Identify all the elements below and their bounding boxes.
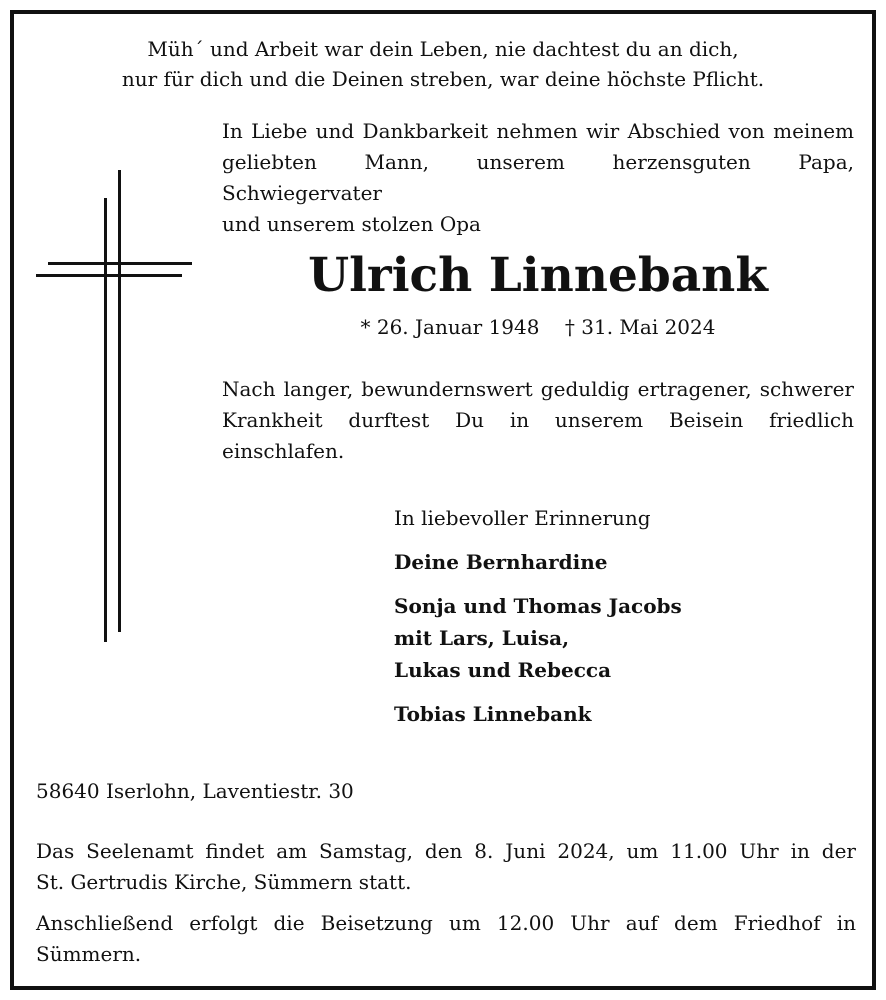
- service-line: Das Seelenamt findet am Samstag, den 8. Juni 2024, um 11.00 Uhr in der: [36, 839, 856, 863]
- poem-verse: [14, 34, 872, 94]
- mourners-list: [394, 502, 854, 742]
- intro-text: [222, 116, 854, 240]
- mourner-group: [394, 698, 854, 730]
- mourner-name: mit Lars, Luisa,: [394, 626, 570, 650]
- mourner-name: Sonja und Thomas Jacobs: [394, 594, 682, 618]
- burial-line: Sümmern.: [36, 942, 142, 966]
- service-line: St. Gertrudis Kirche, Sümmern statt.: [36, 870, 412, 894]
- cross-icon: [34, 166, 196, 642]
- poem-line: nur für dich und die Deinen streben, war deine höchste Pflicht.: [121, 67, 765, 91]
- life-dates: [222, 312, 854, 342]
- mourners-lead: In liebevoller Erinnerung: [394, 506, 651, 530]
- address: 58640 Iserlohn, Laventiestr. 30: [36, 779, 354, 803]
- deceased-name: Ulrich Linnebank: [308, 248, 768, 303]
- passing-text: [222, 374, 854, 467]
- intro-line: geliebten Mann, unserem herzensguten Papa, Schwiegervater: [222, 150, 854, 205]
- mourner-group: [394, 590, 854, 686]
- service-notice: [36, 836, 856, 898]
- passing-line: Krankheit durftest Du in unserem Beisein friedlich einschlafen.: [222, 408, 854, 463]
- death-date: † 31. Mai 2024: [564, 315, 716, 339]
- burial-line: Anschließend erfolgt die Beisetzung um 12.00 Uhr auf dem Friedhof in: [36, 911, 856, 935]
- mourner-name: Deine Bernhardine: [394, 550, 608, 574]
- passing-line: Nach langer, bewundernswert geduldig ertragener, schwerer: [222, 377, 854, 401]
- poem-line: Müh´ und Arbeit war dein Leben, nie dachtest du an dich,: [147, 37, 739, 61]
- birth-date: * 26. Januar 1948: [360, 315, 540, 339]
- mourner-name: Lukas und Rebecca: [394, 658, 612, 682]
- intro-line: und unserem stolzen Opa: [222, 212, 481, 236]
- mourner-name: Tobias Linnebank: [394, 702, 592, 726]
- mourner-group: [394, 546, 854, 578]
- burial-notice: [36, 908, 856, 970]
- intro-line: In Liebe und Dankbarkeit nehmen wir Abschied von meinem: [222, 119, 854, 143]
- obituary-frame: [10, 10, 876, 990]
